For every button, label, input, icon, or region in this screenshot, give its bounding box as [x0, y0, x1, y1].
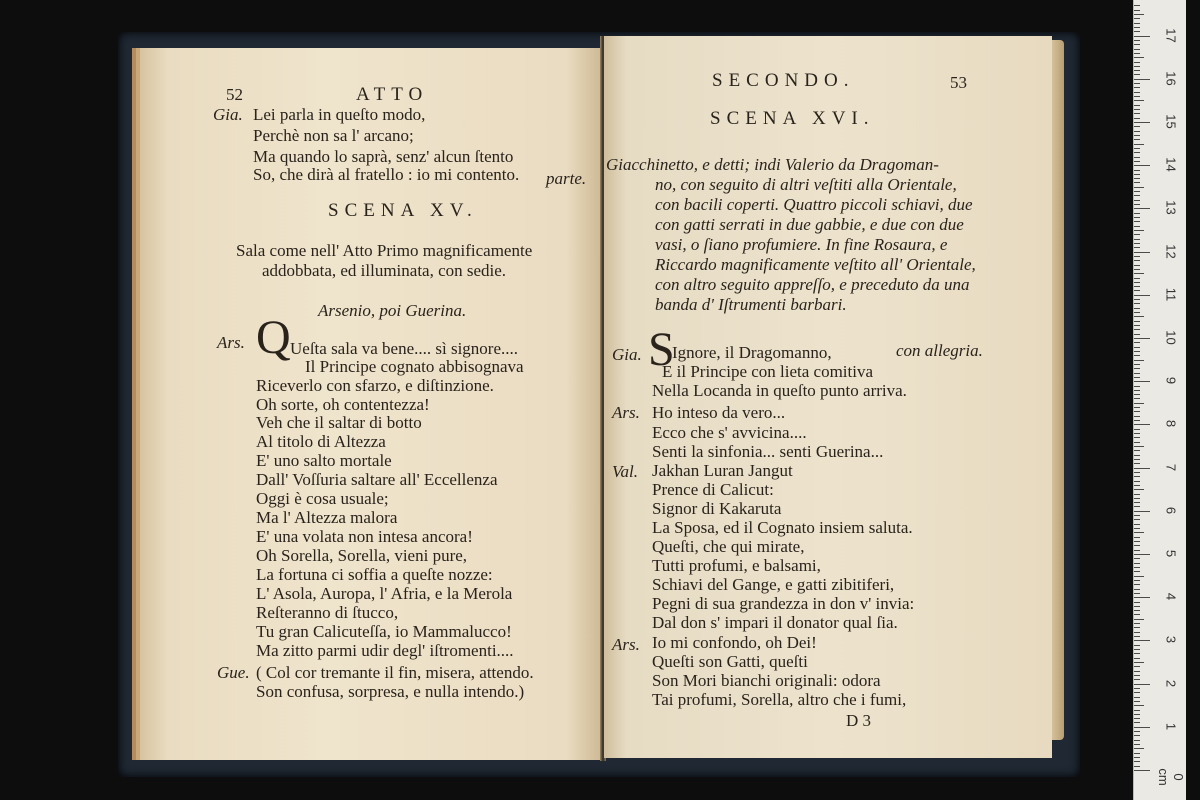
ruler-tick [1134, 692, 1140, 693]
ruler-tick [1134, 429, 1140, 430]
ruler-label: 3 [1163, 636, 1179, 644]
ruler-tick [1134, 355, 1140, 356]
ruler-tick [1134, 653, 1140, 654]
ruler-tick [1134, 589, 1140, 590]
scene-heading-left: SCENA XV. [328, 200, 478, 221]
ruler-tick [1134, 10, 1140, 11]
ruler-tick [1134, 662, 1144, 663]
ruler-tick [1134, 636, 1140, 637]
ruler-tick [1134, 753, 1140, 754]
stage-direction: con altro seguito appreſſo, e preceduto da una [655, 275, 970, 294]
ruler-tick [1134, 446, 1144, 447]
ruler-tick [1134, 334, 1140, 335]
ruler-label: 4 [1163, 593, 1179, 601]
ruler-tick [1134, 420, 1140, 421]
ruler-tick [1134, 455, 1140, 456]
ruler-tick [1134, 541, 1140, 542]
ruler-label: 9 [1163, 377, 1179, 385]
ruler-label: 15 [1163, 114, 1179, 129]
verse-line: Ho inteso da vero... [652, 403, 786, 422]
ruler-tick [1134, 187, 1144, 188]
ruler-tick [1134, 580, 1140, 581]
ruler-tick [1134, 174, 1140, 175]
ruler-tick [1134, 286, 1140, 287]
running-head-left: ATTO [356, 84, 429, 105]
ruler-tick [1134, 234, 1140, 235]
ruler-tick [1134, 161, 1140, 162]
ruler-tick [1134, 416, 1140, 417]
ruler-tick [1134, 424, 1150, 425]
ruler-tick [1134, 87, 1140, 88]
ruler-tick [1134, 675, 1140, 676]
ruler-tick [1134, 731, 1140, 732]
verse-line: La fortuna ci soffia a queſte nozze: [256, 565, 493, 584]
ruler-label: 12 [1163, 243, 1179, 259]
stage-direction: banda d' Iſtrumenti barbari. [655, 295, 847, 314]
speaker: Gia. [612, 345, 642, 364]
ruler-tick [1134, 247, 1140, 248]
ruler-tick [1134, 92, 1140, 93]
ruler-tick [1134, 658, 1140, 659]
stage-direction: Riccardo magnificamente veſtito all' Orientale, [655, 255, 976, 274]
ruler-tick [1134, 494, 1140, 495]
ruler-tick [1134, 459, 1140, 460]
ruler-label: 17 [1163, 27, 1179, 43]
ruler-tick [1134, 761, 1140, 762]
verse-line: Oh sorte, oh contentezza! [256, 395, 430, 414]
ruler-tick [1134, 498, 1140, 499]
stage-direction: vasi, o ſiano profumiere. In fine Rosaura, e [655, 235, 948, 254]
ruler-tick [1134, 105, 1140, 106]
ruler-tick [1134, 407, 1140, 408]
ruler-tick [1134, 597, 1150, 598]
verse-line: Il Principe cognato abbisognava [305, 357, 524, 376]
stage-direction: addobbata, ed illuminata, con sedie. [262, 261, 507, 280]
ruler-tick [1134, 152, 1140, 153]
ruler-tick [1134, 351, 1140, 352]
ruler-tick [1134, 113, 1140, 114]
verse-line: Queſti, che qui mirate, [652, 537, 805, 556]
ruler-tick [1134, 273, 1144, 274]
ruler-tick [1134, 57, 1144, 58]
ruler-tick [1134, 191, 1140, 192]
ruler-tick [1134, 766, 1140, 767]
verse-line: Senti la sinfonia... senti Guerina... [652, 442, 884, 461]
ruler-tick [1134, 44, 1140, 45]
ruler-tick [1134, 537, 1140, 538]
speaker: Gia. [213, 105, 243, 124]
verse-line: So, che dirà al fratello : io mi contento. [253, 165, 520, 184]
ruler-tick [1134, 221, 1140, 222]
verse-line: Ecco che s' avvicina.... [652, 423, 807, 442]
ruler-tick [1134, 109, 1140, 110]
drop-cap: Q [256, 311, 291, 364]
ruler-tick [1134, 256, 1140, 257]
ruler-tick [1134, 208, 1150, 209]
ruler-tick [1134, 18, 1140, 19]
speaker: Val. [612, 462, 638, 481]
ruler-tick [1134, 437, 1140, 438]
ruler-tick [1134, 718, 1140, 719]
ruler-tick [1134, 182, 1140, 183]
page-number-right: 53 [950, 73, 967, 92]
ruler-tick [1134, 450, 1140, 451]
ruler-label: 13 [1163, 200, 1179, 216]
ruler-tick [1134, 744, 1140, 745]
ruler-tick [1134, 532, 1144, 533]
ruler-tick [1134, 481, 1140, 482]
ruler-tick [1134, 239, 1140, 240]
ruler-tick [1134, 165, 1150, 166]
stage-exit: parte. [546, 169, 587, 188]
ruler-tick [1134, 563, 1140, 564]
stage-direction: con gatti serrati in due gabbie, e due con due [655, 215, 964, 234]
ruler-tick [1134, 386, 1140, 387]
ruler-tick [1134, 70, 1140, 71]
characters-entering: Arsenio, poi Guerina. [318, 301, 467, 320]
ruler-tick [1134, 740, 1140, 741]
verse-line: Tu gran Calicuteſſa, io Mammalucco! [256, 622, 512, 641]
ruler-tick [1134, 649, 1140, 650]
verse-line: Lei parla in queſto modo, [253, 105, 426, 124]
verse-line: Prence di Calicut: [652, 480, 774, 499]
ruler-tick [1134, 49, 1140, 50]
ruler-tick [1134, 269, 1140, 270]
ruler-tick [1134, 329, 1140, 330]
ruler-tick [1134, 312, 1140, 313]
ruler-tick [1134, 226, 1140, 227]
ruler-tick [1134, 593, 1140, 594]
ruler-tick [1134, 265, 1140, 266]
ruler-tick [1134, 748, 1144, 749]
ruler-tick [1134, 278, 1140, 279]
ruler-tick [1134, 524, 1140, 525]
ruler-label: 8 [1163, 420, 1179, 428]
drop-cap: S [648, 323, 675, 376]
verse-line: Reſteranno di ſtucco, [256, 603, 399, 622]
ruler-tick [1134, 308, 1140, 309]
ruler-tick [1134, 403, 1144, 404]
ruler-tick [1134, 204, 1140, 205]
ruler-tick [1134, 411, 1140, 412]
ruler-tick [1134, 338, 1150, 339]
ruler-label: 2 [1163, 679, 1179, 687]
ruler-tick [1134, 23, 1140, 24]
verse-line: Veh che il saltar di botto [256, 413, 422, 432]
ruler-tick [1134, 627, 1140, 628]
ruler-tick [1134, 545, 1140, 546]
stage-direction: no, con seguito di altri veſtiti alla Orientale, [655, 175, 957, 194]
ruler-tick [1134, 170, 1140, 171]
ruler-tick [1134, 364, 1140, 365]
stage-direction: con bacili coperti. Quattro piccoli schiavi, due [655, 195, 973, 214]
ruler-tick [1134, 576, 1144, 577]
ruler-tick [1134, 118, 1140, 119]
ruler-tick [1134, 398, 1140, 399]
verse-line: Tai profumi, Sorella, altro che i fumi, [652, 690, 907, 709]
speaker: Gue. [217, 663, 250, 682]
verse-line: Jakhan Luran Jangut [652, 461, 793, 480]
verse-line: La Sposa, ed il Cognato insiem saluta. [652, 518, 913, 537]
ruler-tick [1134, 602, 1140, 603]
ruler-tick [1134, 74, 1140, 75]
ruler-tick [1134, 290, 1140, 291]
ruler-tick [1134, 299, 1140, 300]
ruler-tick [1134, 14, 1144, 15]
verse-line: Schiavi del Gange, e gatti zibitiferi, [652, 575, 895, 594]
ruler-tick [1134, 688, 1140, 689]
verse-line: E' uno salto mortale [256, 451, 392, 470]
ruler-tick [1134, 697, 1140, 698]
verse-line: Ueſta sala va bene.... sì signore.... [290, 339, 519, 358]
ruler-tick [1134, 178, 1140, 179]
ruler-tick [1134, 377, 1140, 378]
ruler-tick [1134, 705, 1144, 706]
ruler-tick [1134, 684, 1150, 685]
ruler-tick [1134, 66, 1140, 67]
ruler-tick [1134, 619, 1144, 620]
ruler-tick [1134, 368, 1140, 369]
verse-line: Ma zitto parmi udir degl' iſtromenti.... [256, 641, 514, 660]
ruler-label: 0 cm [1156, 768, 1186, 786]
verse-line: Pegni di sua grandezza in don v' invia: [652, 594, 915, 613]
verse-line: E il Principe con lieta comitiva [662, 362, 874, 381]
ruler-tick [1134, 131, 1140, 132]
ruler-tick [1134, 640, 1150, 641]
verse-line: E' una volata non intesa ancora! [256, 527, 473, 546]
ruler-tick [1134, 122, 1150, 123]
verse-line: Nella Locanda in queſto punto arriva. [652, 381, 907, 400]
verse-line: Perchè non sa l' arcano; [253, 126, 414, 145]
ruler-tick [1134, 610, 1140, 611]
ruler-tick [1134, 126, 1140, 127]
ruler-tick [1134, 303, 1140, 304]
ruler-tick [1134, 433, 1140, 434]
verse-line: Oh Sorella, Sorella, vieni pure, [256, 546, 468, 565]
ruler-tick [1134, 606, 1140, 607]
ruler-tick [1134, 735, 1140, 736]
verse-line: L' Asola, Auropa, l' Afria, e la Merola [256, 584, 513, 603]
ruler-tick [1134, 295, 1150, 296]
ruler-tick [1134, 325, 1140, 326]
stage-direction: Sala come nell' Atto Primo magnificamente [236, 241, 533, 260]
page-edges [1050, 40, 1064, 740]
ruler-tick [1134, 485, 1140, 486]
speaker: Ars. [612, 403, 640, 422]
page-number-left: 52 [226, 85, 243, 104]
ruler-tick [1134, 360, 1144, 361]
ruler-tick [1134, 701, 1140, 702]
ruler-label: 7 [1163, 463, 1179, 471]
ruler-tick [1134, 567, 1140, 568]
ruler-tick [1134, 468, 1150, 469]
ruler-tick [1134, 489, 1144, 490]
ruler-tick [1134, 135, 1140, 136]
ruler-tick [1134, 679, 1140, 680]
ruler-tick [1134, 727, 1150, 728]
ruler-tick [1134, 373, 1140, 374]
ruler-tick [1134, 757, 1140, 758]
ruler-tick [1134, 148, 1140, 149]
ruler-tick [1134, 217, 1140, 218]
ruler-tick [1134, 722, 1140, 723]
ruler-tick [1134, 282, 1140, 283]
ruler-tick [1134, 394, 1140, 395]
verse-line: Ignore, il Dragomanno, [672, 343, 832, 362]
ruler-tick [1134, 27, 1140, 28]
ruler-tick [1134, 550, 1140, 551]
ruler-tick [1134, 213, 1140, 214]
speaker: Ars. [612, 635, 640, 654]
ruler-tick [1134, 100, 1144, 101]
ruler-tick [1134, 558, 1140, 559]
ruler-tick [1134, 390, 1140, 391]
ruler-tick [1134, 316, 1144, 317]
ruler-label: 14 [1163, 157, 1179, 172]
ruler-tick [1134, 139, 1140, 140]
ruler-tick [1134, 571, 1140, 572]
verse-line: Dal don s' impari il donator qual ſia. [652, 613, 898, 632]
ruler-tick [1134, 442, 1140, 443]
verse-line: Riceverlo con sfarzo, e diſtinzione. [256, 376, 494, 395]
ruler-tick [1134, 645, 1140, 646]
ruler-tick [1134, 62, 1140, 63]
stage-direction: Giacchinetto, e detti; indi Valerio da Dragoman- [606, 155, 939, 174]
ruler-tick [1134, 157, 1140, 158]
verse-line: Io mi confondo, oh Dei! [652, 633, 817, 652]
ruler-tick [1134, 83, 1140, 84]
aside: con allegria. [896, 341, 983, 360]
ruler-tick [1134, 472, 1140, 473]
ruler-tick [1134, 614, 1140, 615]
ruler-tick [1134, 710, 1140, 711]
ruler-tick [1134, 528, 1140, 529]
ruler-tick [1134, 671, 1140, 672]
ruler-tick [1134, 40, 1140, 41]
ruler-tick [1134, 342, 1140, 343]
ruler-tick [1134, 666, 1140, 667]
ruler-tick [1134, 31, 1140, 32]
ruler-tick [1134, 511, 1150, 512]
ruler-tick [1134, 502, 1140, 503]
ruler-label: 16 [1163, 71, 1179, 86]
ruler-tick [1134, 463, 1140, 464]
ruler-tick [1134, 506, 1140, 507]
ruler-tick [1134, 5, 1140, 6]
ruler-label: 11 [1163, 287, 1179, 302]
ruler-tick [1134, 79, 1150, 80]
ruler-tick [1134, 252, 1150, 253]
verse-line: Oggi è cosa usuale; [256, 489, 389, 508]
scene-heading-right: SCENA XVI. [710, 108, 875, 129]
measurement-ruler [1133, 0, 1186, 800]
ruler-tick [1134, 260, 1140, 261]
ruler-tick [1134, 623, 1140, 624]
verse-line: Ma quando lo saprà, senz' alcun ſtento [253, 147, 514, 166]
ruler-tick [1134, 584, 1140, 585]
ruler-tick [1134, 381, 1150, 382]
ruler-tick [1134, 515, 1140, 516]
ruler-tick [1134, 195, 1140, 196]
ruler-tick [1134, 96, 1140, 97]
verse-line: Queſti son Gatti, queſti [652, 652, 808, 671]
ruler-tick [1134, 144, 1144, 145]
ruler-tick [1134, 321, 1140, 322]
ruler-tick [1134, 243, 1140, 244]
ruler-tick [1134, 36, 1150, 37]
running-head-right: SECONDO. [712, 70, 855, 91]
ruler-tick [1134, 476, 1140, 477]
verse-line: Tutti profumi, e balsami, [652, 556, 821, 575]
ruler-label: 10 [1163, 330, 1179, 345]
verse-line: Signor di Kakaruta [652, 499, 782, 518]
ruler-tick [1134, 632, 1140, 633]
ruler-tick [1134, 200, 1140, 201]
ruler-tick [1134, 519, 1140, 520]
ruler-label: 6 [1163, 506, 1179, 514]
ruler-tick [1134, 554, 1150, 555]
ruler-tick [1134, 714, 1140, 715]
verse-line: Ma l' Altezza malora [256, 508, 398, 527]
ruler-tick [1134, 230, 1144, 231]
signature-mark: D 3 [846, 711, 872, 730]
ruler-tick [1134, 347, 1140, 348]
ruler-tick [1134, 53, 1140, 54]
verse-line: Al titolo di Altezza [256, 432, 386, 451]
verse-line: Dall' Voſſuria saltare all' Eccellenza [256, 470, 498, 489]
ruler-label: 1 [1163, 722, 1179, 730]
ruler-tick [1134, 770, 1150, 771]
verse-line: Son Mori bianchi originali: odora [652, 671, 881, 690]
verse-line: ( Col cor tremante il fin, misera, attendo. [256, 663, 534, 682]
speaker: Ars. [217, 333, 245, 352]
ruler-label: 5 [1163, 549, 1179, 558]
verse-line: Son confusa, sorpresa, e nulla intendo.) [256, 682, 525, 701]
